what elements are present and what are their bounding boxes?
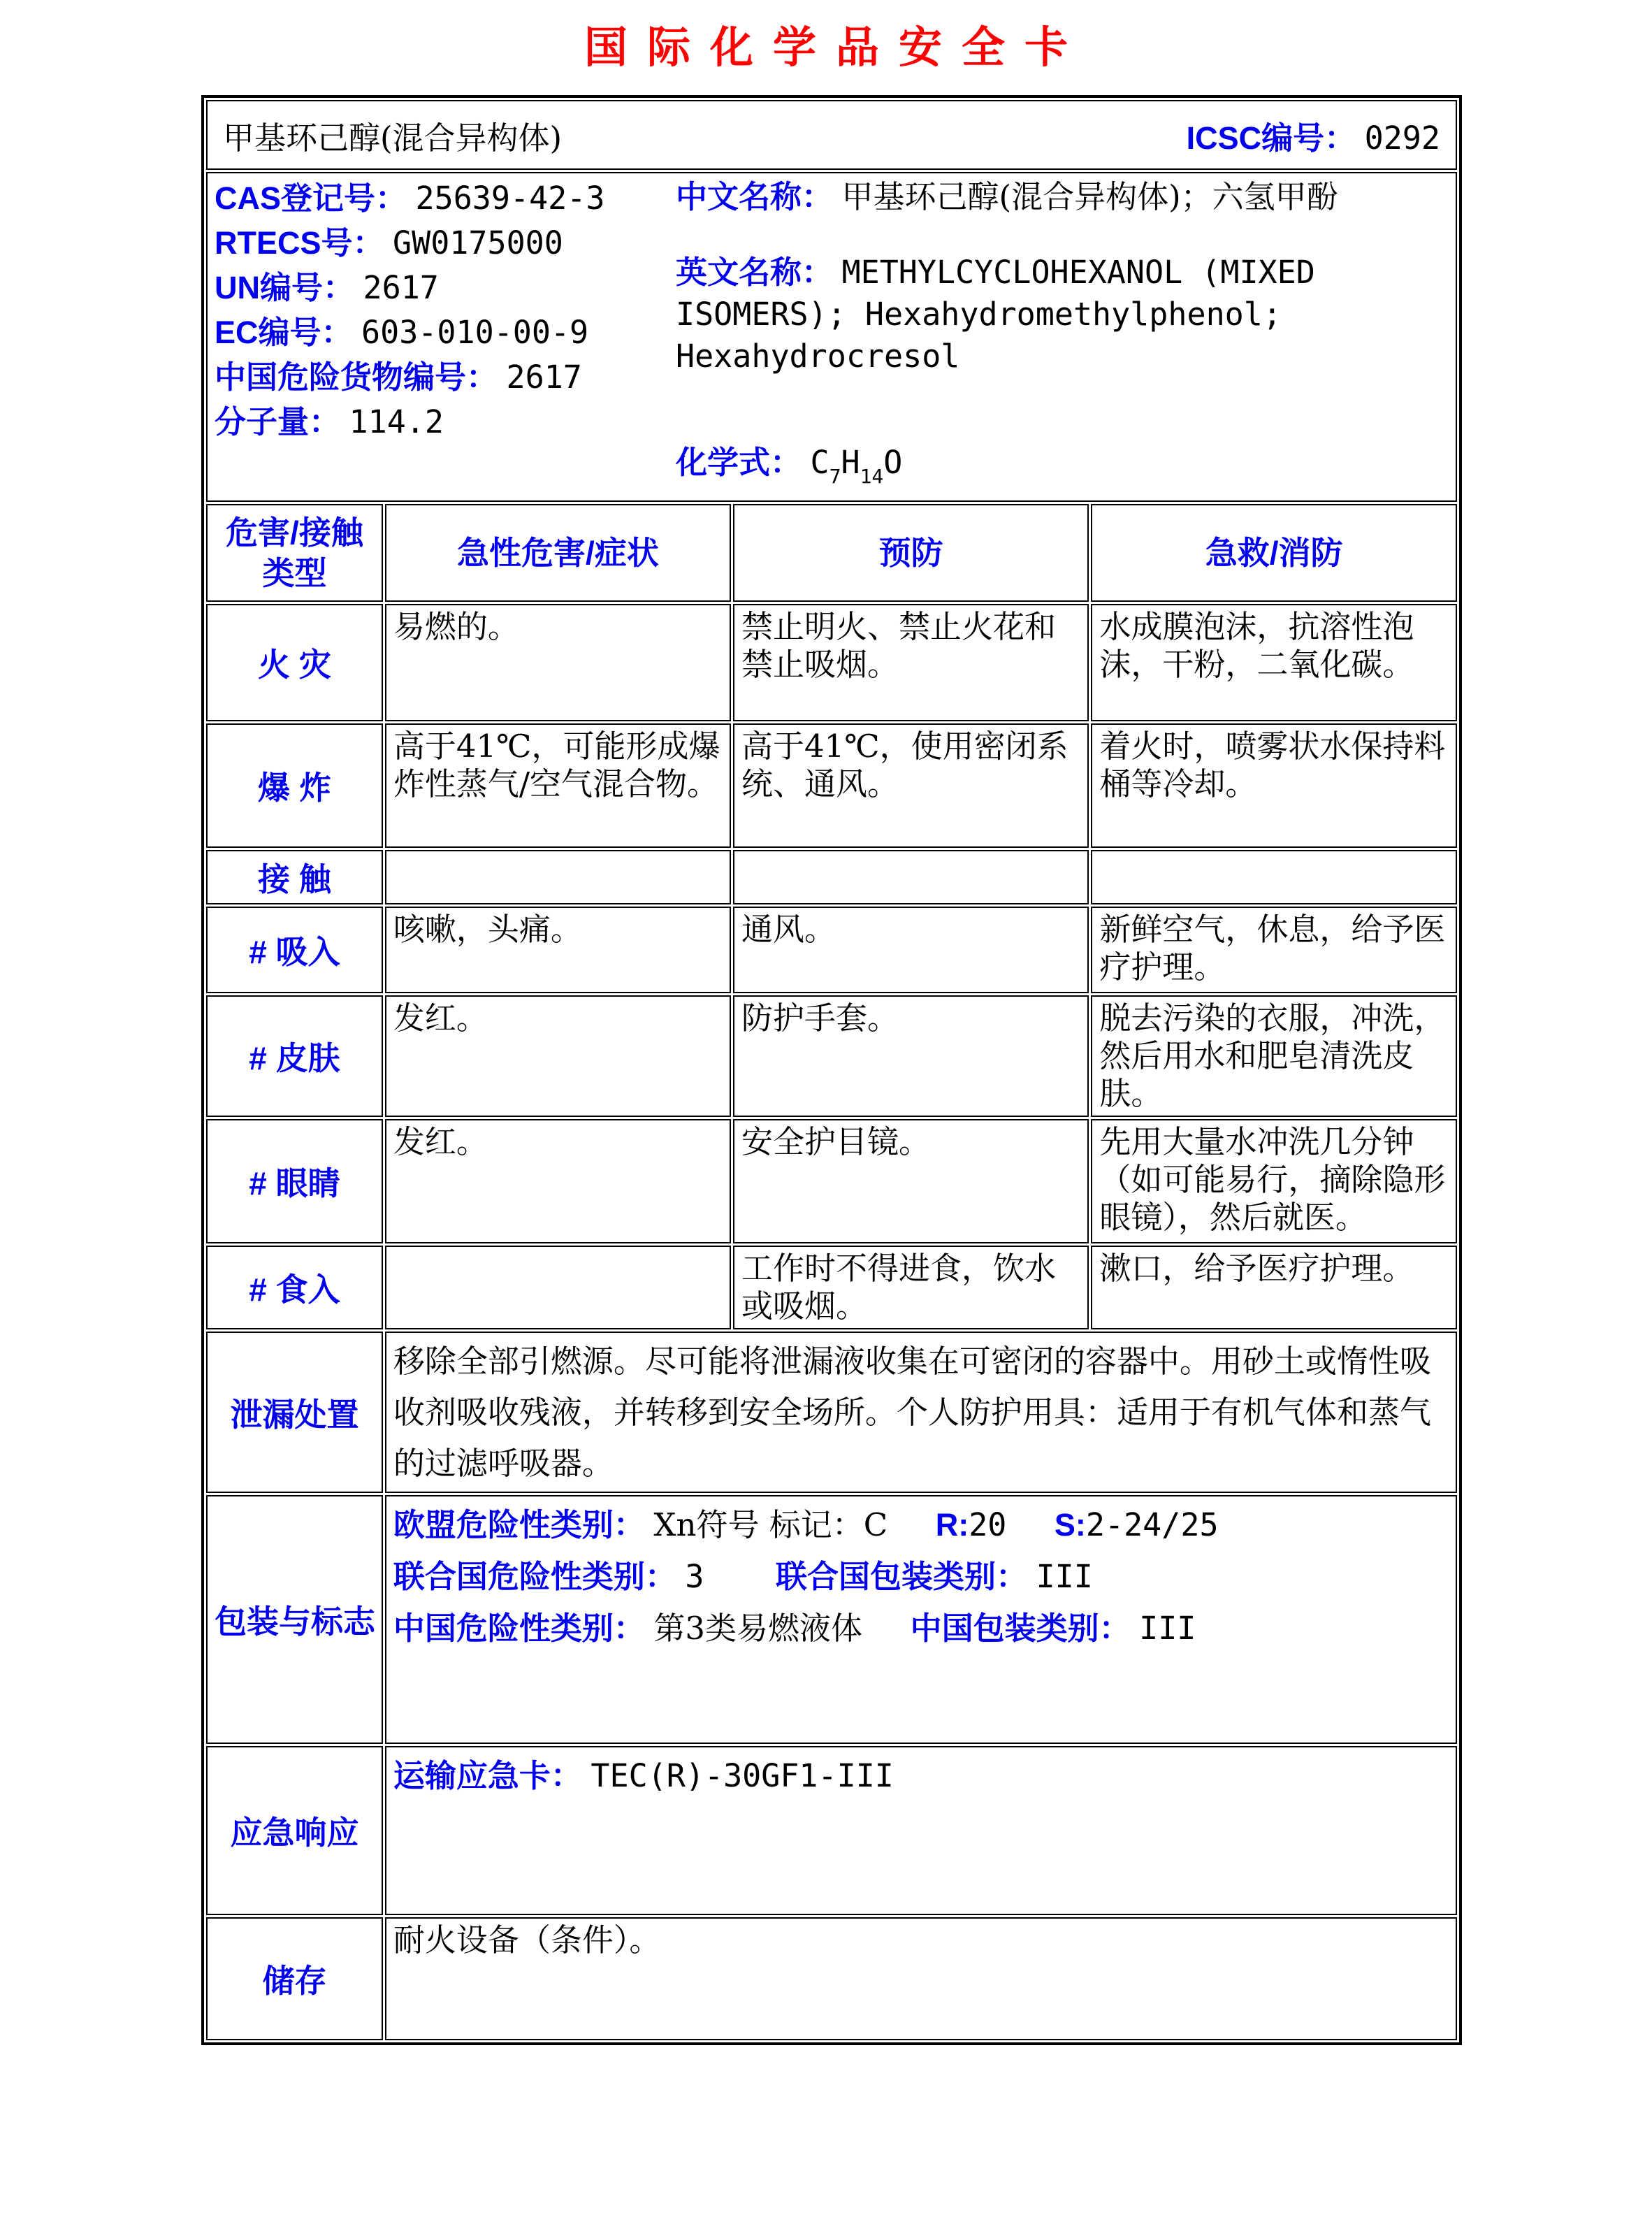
symptoms-cell: [385, 1246, 731, 1329]
hazard-row-fire: [206, 604, 1457, 721]
icsc-label: ICSC编号：: [1186, 120, 1356, 156]
emergency-response-label: 应急响应: [206, 1746, 383, 1915]
firstaid-cell: [1091, 850, 1457, 904]
eu-hazard-class-line: 欧盟危险性类别： Xn符号 标记：C R:20 S:2-24/25: [393, 1506, 1219, 1543]
header-hazard-type: 危害/接触 类型: [206, 504, 383, 602]
hazard-type-label: 接 触: [206, 850, 383, 904]
spill-disposal-text-cell: 移除全部引燃源。尽可能将泄漏液收集在可密闭的容器中。用砂土或惰性吸收剂吸收残液，并转移到安全场所。个人防护用具：适用于有机气体和蒸气的过滤呼吸器。: [385, 1332, 1457, 1493]
rtecs-number-line: RTECS号： GW0175000: [215, 224, 563, 261]
hazard-row-eyes: [206, 1119, 1457, 1243]
transport-emergency-card-line: 运输应急卡： TEC(R)-30GF1-III: [393, 1757, 894, 1794]
symptoms-cell: 发红。: [385, 1119, 731, 1243]
name-row: [206, 100, 1457, 170]
hazard-type-label: 爆 炸: [206, 723, 383, 848]
firstaid-cell: 水成膜泡沫，抗溶性泡沫，干粉，二氧化碳。: [1091, 604, 1457, 721]
firstaid-cell: 漱口，给予医疗护理。: [1091, 1246, 1457, 1329]
storage-row: [206, 1917, 1457, 2040]
spill-disposal-row: [206, 1332, 1457, 1493]
ec-number-line: EC编号： 603-010-00-9: [215, 314, 589, 351]
icsc-number: 0292: [1364, 119, 1440, 157]
header-symptoms: 急性危害/症状: [385, 504, 731, 602]
hazard-type-label: # 吸入: [206, 907, 383, 993]
china-hazard-class-line: 中国危险性类别： 第3类易燃液体 中国包装类别： III: [393, 1610, 1196, 1647]
packaging-label: 包装与标志: [206, 1495, 383, 1744]
hazard-type-label: # 食入: [206, 1246, 383, 1329]
firstaid-cell: 着火时，喷雾状水保持料桶等冷却。: [1091, 723, 1457, 848]
hazard-type-label: # 皮肤: [206, 995, 383, 1117]
prevention-cell: 工作时不得进食，饮水或吸烟。: [733, 1246, 1089, 1329]
header-firstaid: 急救/消防: [1091, 504, 1457, 602]
hazard-row-explosion: [206, 723, 1457, 848]
prevention-cell: [733, 850, 1089, 904]
firstaid-cell: 新鲜空气，休息，给予医疗护理。: [1091, 907, 1457, 993]
table-header-row: [206, 504, 1457, 602]
un-number-line: UN编号： 2617: [215, 269, 439, 306]
prevention-cell: 防护手套。: [733, 995, 1089, 1117]
emergency-response-text-cell: [385, 1746, 1457, 1915]
symptoms-cell: 发红。: [385, 995, 731, 1117]
packaging-row: [206, 1495, 1457, 1744]
name-cell: [206, 100, 1457, 170]
icsc-card-table: [201, 95, 1462, 2045]
china-dg-number-line: 中国危险货物编号： 2617: [215, 359, 582, 396]
prevention-cell: 高于41℃，使用密闭系统、通风。: [733, 723, 1089, 848]
hazard-type-label: 火 灾: [206, 604, 383, 721]
hazard-type-label: # 眼睛: [206, 1119, 383, 1243]
chinese-name-line: 中文名称： 甲基环己醇(混合异构体)；六氢甲酚: [676, 178, 1338, 215]
prevention-cell: 通风。: [733, 907, 1089, 993]
storage-text-cell: 耐火设备（条件）。: [385, 1917, 1457, 2040]
hazard-row-inhalation: [206, 907, 1457, 993]
firstaid-cell: 脱去污染的衣服，冲洗，然后用水和肥皂清洗皮肤。: [1091, 995, 1457, 1117]
prevention-cell: 安全护目镜。: [733, 1119, 1089, 1243]
header-prevention: 预防: [733, 504, 1089, 602]
symptoms-cell: 易燃的。: [385, 604, 731, 721]
icsc-number-group: [1187, 113, 1440, 158]
identifier-list: [215, 176, 676, 498]
symptoms-cell: 高于41℃，可能形成爆炸性蒸气/空气混合物。: [385, 723, 731, 848]
symptoms-cell: 咳嗽，头痛。: [385, 907, 731, 993]
hazard-row-ingestion: [206, 1246, 1457, 1329]
emergency-response-row: [206, 1746, 1457, 1915]
identifier-row: [206, 172, 1457, 502]
identifier-cell: [206, 172, 1457, 502]
hazard-row-skin: [206, 995, 1457, 1117]
name-list: [676, 176, 1449, 498]
storage-label: 储存: [206, 1917, 383, 2040]
cas-number-line: CAS登记号： 25639-42-3: [215, 180, 605, 217]
chemical-name: 甲基环己醇(混合异构体): [223, 119, 563, 157]
firstaid-cell: 先用大量水冲洗几分钟（如可能易行，摘除隐形眼镜），然后就医。: [1091, 1119, 1457, 1243]
molecular-weight-line: 分子量： 114.2: [215, 403, 444, 440]
prevention-cell: 禁止明火、禁止火花和禁止吸烟。: [733, 604, 1089, 721]
spill-disposal-label: 泄漏处置: [206, 1332, 383, 1493]
packaging-text-cell: [385, 1495, 1457, 1744]
hazard-row-contact: [206, 850, 1457, 904]
symptoms-cell: [385, 850, 731, 904]
chemical-formula-line: 化学式： $C_7H_{14}O$: [676, 444, 903, 488]
page-title: 国际化学品安全卡: [584, 24, 1087, 72]
un-hazard-class-line: 联合国危险性类别： 3 联合国包装类别： III: [393, 1558, 1093, 1595]
english-name-line: 英文名称： METHYLCYCLOHEXANOL (MIXED ISOMERS); Hexahydromethylphenol; Hexahydrocresol: [676, 254, 1315, 375]
chemical-formula: $C_7H_{14}O$: [810, 444, 903, 488]
